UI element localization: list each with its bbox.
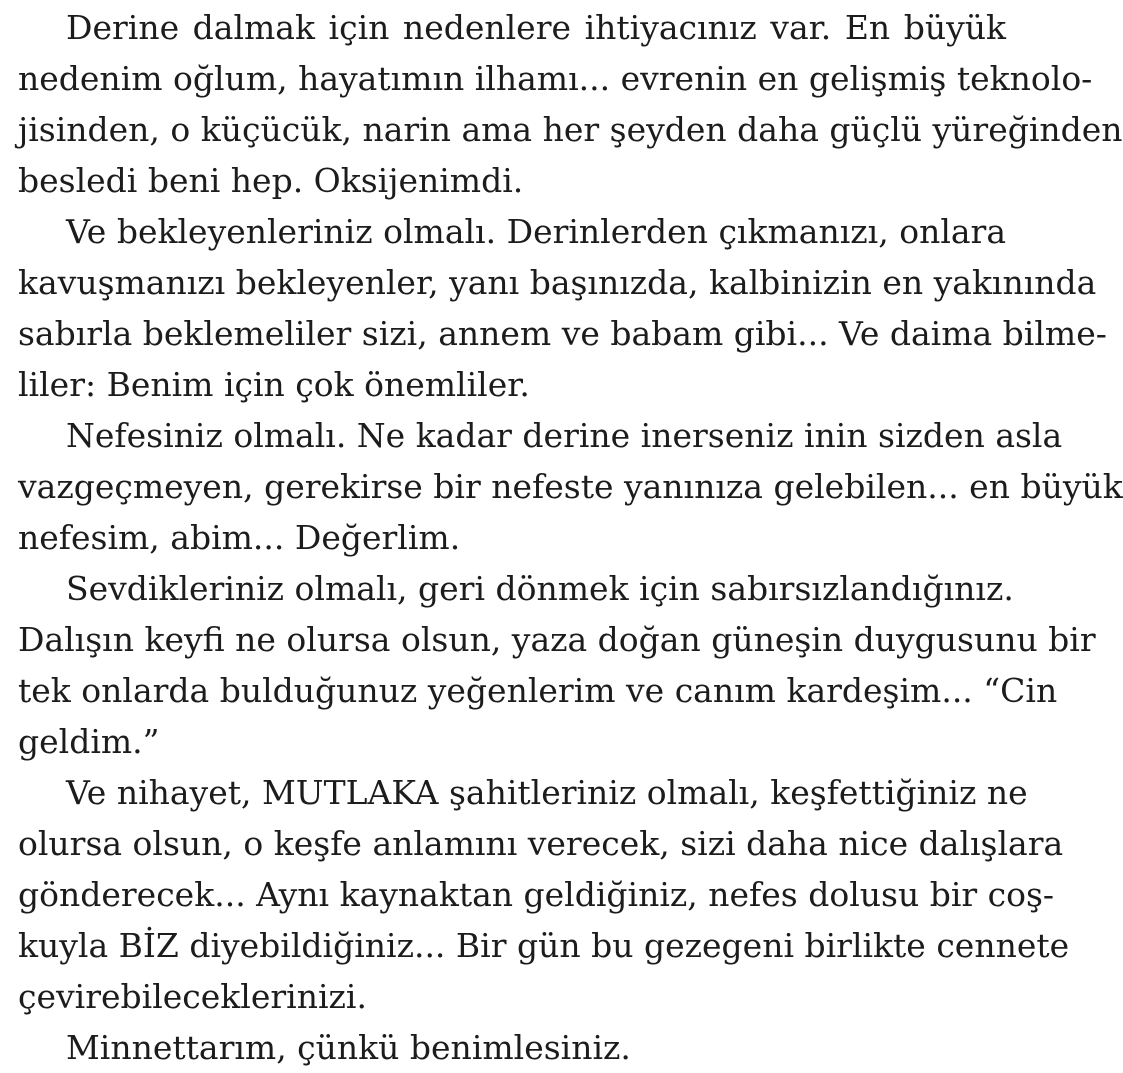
- text-line: vazgeçmeyen, gerekirse bir nefeste yanınıza gelebilen... en büyük: [18, 467, 1123, 506]
- text-line: tek onlarda bulduğunuz yeğenlerim ve canım kardeşim... “Cin: [18, 671, 1058, 710]
- text-line: Ve nihayet, MUTLAKA şahitleriniz olmalı, keşfettiğiniz ne: [66, 773, 1028, 812]
- text-line: Sevdikleriniz olmalı, geri dönmek için sabırsızlandığınız.: [66, 569, 1014, 608]
- text-line: besledi beni hep. Oksijenimdi.: [18, 161, 524, 200]
- text-line: sabırla beklemeliler sizi, annem ve babam gibi... Ve daima bilme-: [18, 314, 1107, 353]
- text-line: kavuşmanızı bekleyenler, yanı başınızda, kalbinizin en yakınında: [18, 263, 1097, 302]
- body-text: [18, 2, 1123, 1073]
- text-line: geldim.”: [18, 722, 160, 761]
- text-line: gönderecek... Aynı kaynaktan geldiğiniz, nefes dolusu bir coş-: [18, 875, 1055, 914]
- text-line: liler: Benim için çok önemliler.: [18, 365, 530, 404]
- text-line: Nefesiniz olmalı. Ne kadar derine inerseniz inin sizden asla: [66, 416, 1063, 455]
- text-line: Dalışın keyfi ne olursa olsun, yaza doğan güneşin duygusunu bir: [18, 620, 1096, 659]
- text-line: nefesim, abim... Değerlim.: [18, 518, 461, 557]
- text-line: Derine dalmak için nedenlere ihtiyacınız var. En büyük: [66, 8, 1006, 47]
- text-line: çevirebileceklerinizi.: [18, 977, 367, 1016]
- text-line: kuyla BİZ diyebildiğiniz... Bir gün bu gezegeni birlikte cennete: [18, 926, 1070, 965]
- text-line: olursa olsun, o keşfe anlamını verecek, sizi daha nice dalışlara: [18, 824, 1064, 863]
- text-line: Ve bekleyenleriniz olmalı. Derinlerden çıkmanızı, onlara: [66, 212, 1006, 251]
- text-line: jisinden, o küçücük, narin ama her şeyden daha güçlü yüreğinden: [18, 110, 1123, 149]
- text-line: nedenim oğlum, hayatımın ilhamı... evrenin en gelişmiş teknolo-: [18, 59, 1093, 98]
- text-line: Minnettarım, çünkü benimlesiniz.: [66, 1028, 631, 1067]
